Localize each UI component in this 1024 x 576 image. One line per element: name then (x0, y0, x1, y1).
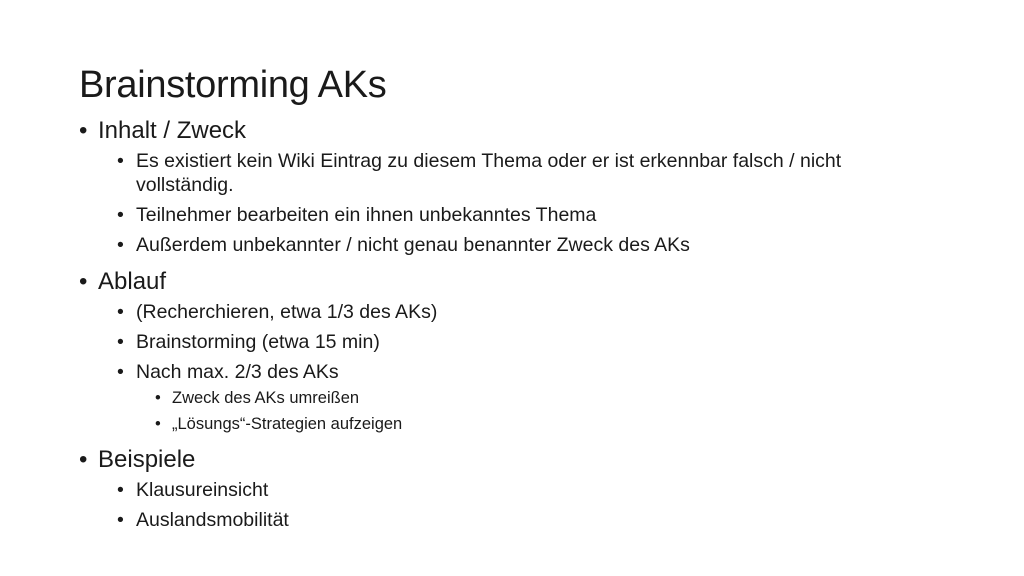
list-item-text: (Recherchieren, etwa 1/3 des AKs) (136, 301, 438, 323)
bullet-icon: • (117, 509, 124, 531)
bullet-icon: • (117, 361, 124, 383)
slide-title: Brainstorming AKs (79, 64, 387, 106)
bullet-icon: • (117, 234, 124, 256)
list-item-text: Brainstorming (etwa 15 min) (136, 331, 380, 353)
sub-list-item (155, 413, 939, 435)
section-heading: Inhalt / Zweck (98, 117, 247, 144)
list-item-text: Nach max. 2/3 des AKs (136, 361, 339, 383)
sub-list-item-text: „Lösungs“-Strategien aufzeigen (172, 415, 403, 433)
section-heading: Beispiele (98, 446, 196, 473)
section-inhalt-zweck (79, 116, 939, 257)
bullet-icon: • (79, 117, 88, 144)
section-beispiele (79, 445, 939, 532)
bullet-icon: • (117, 331, 124, 353)
list-item-text: Auslandsmobilität (136, 509, 289, 531)
list-item (117, 300, 939, 324)
slide-content (79, 116, 939, 542)
bullet-icon: • (117, 479, 124, 501)
list-item-text: Außerdem unbekannter / nicht genau benannter Zweck des AKs (136, 234, 690, 256)
bullet-icon: • (117, 150, 124, 172)
bullet-icon: • (117, 204, 124, 226)
section-items (117, 478, 939, 532)
list-item (117, 149, 939, 197)
list-item-text: Klausureinsicht (136, 479, 269, 501)
list-item (117, 478, 939, 502)
section-items (117, 149, 939, 257)
bullet-icon: • (155, 389, 161, 407)
sub-items (155, 387, 939, 435)
list-item (117, 330, 939, 354)
bullet-icon: • (79, 268, 88, 295)
list-item-text: Teilnehmer bearbeiten ein ihnen unbekanntes Thema (136, 204, 597, 226)
section-ablauf (79, 267, 939, 435)
section-items (117, 300, 939, 435)
bullet-icon: • (155, 415, 161, 433)
sub-list-item-text: Zweck des AKs umreißen (172, 389, 360, 407)
list-item (117, 508, 939, 532)
section-heading: Ablauf (98, 268, 167, 295)
list-item (117, 203, 939, 227)
list-item-text: Es existiert kein Wiki Eintrag zu diesem Thema oder er ist erkennbar falsch / nicht vollständig. (136, 150, 842, 196)
bullet-icon: • (117, 301, 124, 323)
list-item (117, 233, 939, 257)
list-item (117, 360, 939, 435)
sub-list-item (155, 387, 939, 409)
bullet-icon: • (79, 446, 88, 473)
